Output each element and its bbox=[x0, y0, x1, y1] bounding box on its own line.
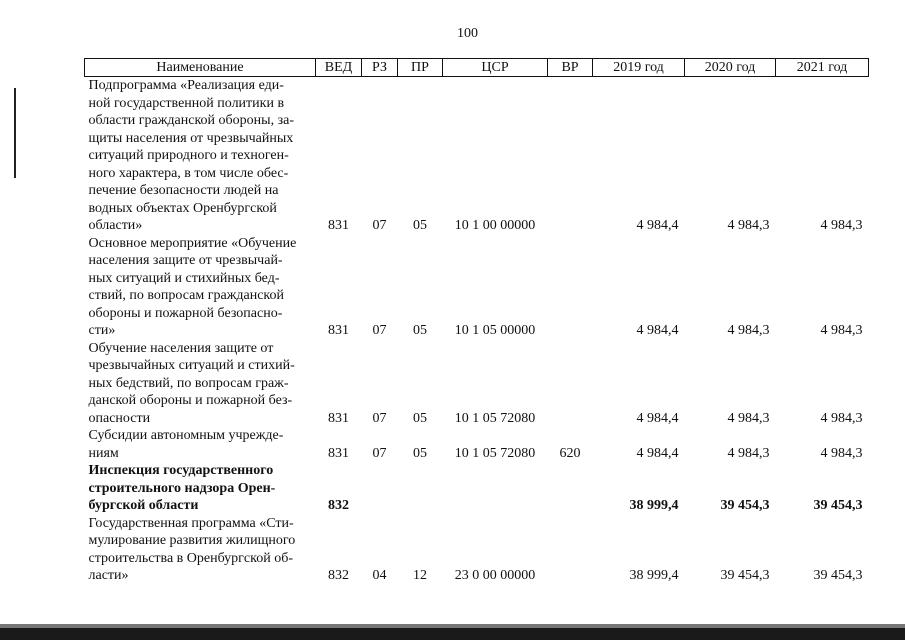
header-2021: 2021 год bbox=[776, 59, 869, 77]
row-2021: 4 984,3 bbox=[820, 445, 863, 461]
row-2020: 4 984,3 bbox=[727, 445, 770, 461]
row-name: Государственная программа «Сти- мулирование развития жилищного строительства в Оренбургской об- ласти» bbox=[88, 515, 296, 583]
row-name: Основное мероприятие «Обучение населения защите от чрезвычай- ных ситуаций и стихийных бед- ствий, по вопросам гражданской обороны и пожарной безопасно- сти» bbox=[88, 235, 297, 338]
header-vr: ВР bbox=[548, 59, 593, 77]
table-row bbox=[85, 515, 869, 585]
row-2020: 4 984,3 bbox=[727, 323, 770, 338]
header-name: Наименование bbox=[85, 59, 316, 77]
table-row bbox=[85, 462, 869, 515]
header-pr: ПР bbox=[398, 59, 443, 77]
row-2021: 4 984,3 bbox=[820, 218, 863, 233]
row-pr bbox=[398, 462, 443, 515]
row-vr bbox=[548, 515, 593, 585]
row-pr: 05 bbox=[413, 323, 427, 338]
table-row bbox=[85, 340, 869, 428]
row-name: Подпрограмма «Реализация еди- ной государственной политики в области гражданской обороны, за- щиты населения от чрезвычайных ситуаций природного и техноген- ного характера, в том числе обес- печение безопасности людей на водных объектах Оренбургской области» bbox=[88, 78, 294, 233]
table-row bbox=[85, 427, 869, 462]
row-ved: 832 bbox=[328, 498, 349, 513]
row-pr: 05 bbox=[413, 218, 427, 233]
row-vr: 620 bbox=[559, 445, 581, 461]
row-2020: 4 984,3 bbox=[727, 218, 770, 233]
row-csr: 10 1 05 72080 bbox=[454, 410, 536, 426]
scan-bottom-edge bbox=[0, 628, 905, 640]
row-2020: 39 454,3 bbox=[720, 498, 770, 513]
row-pr: 05 bbox=[413, 410, 427, 426]
row-ved: 831 bbox=[328, 323, 349, 338]
row-2019: 4 984,4 bbox=[636, 410, 679, 426]
row-2021: 39 454,3 bbox=[813, 568, 863, 583]
table-row bbox=[85, 77, 869, 235]
row-ved: 831 bbox=[328, 410, 349, 426]
header-csr: ЦСР bbox=[443, 59, 548, 77]
row-vr bbox=[548, 340, 593, 428]
row-name: Субсидии автономным учрежде- ниям bbox=[88, 428, 284, 461]
row-rz: 07 bbox=[372, 410, 387, 426]
budget-table bbox=[84, 58, 869, 585]
row-pr: 12 bbox=[413, 568, 427, 583]
table-row bbox=[85, 235, 869, 340]
row-2021: 4 984,3 bbox=[820, 410, 863, 426]
row-2021: 4 984,3 bbox=[820, 323, 863, 338]
table-body bbox=[85, 77, 869, 585]
row-pr: 05 bbox=[413, 445, 427, 461]
row-rz: 07 bbox=[372, 218, 387, 233]
row-2019: 38 999,4 bbox=[629, 498, 679, 513]
row-ved: 831 bbox=[328, 218, 349, 233]
header-ved: ВЕД bbox=[316, 59, 362, 77]
header-2019: 2019 год bbox=[593, 59, 685, 77]
row-rz bbox=[362, 462, 398, 515]
page-number: 100 bbox=[457, 26, 478, 41]
row-rz: 04 bbox=[372, 568, 387, 583]
row-2021: 39 454,3 bbox=[813, 498, 863, 513]
row-csr bbox=[443, 462, 548, 515]
row-csr: 23 0 00 00000 bbox=[454, 568, 536, 583]
row-csr: 10 1 05 72080 bbox=[454, 445, 536, 461]
row-ved: 831 bbox=[328, 445, 349, 461]
row-vr bbox=[548, 462, 593, 515]
row-vr bbox=[548, 235, 593, 340]
row-2019: 4 984,4 bbox=[636, 323, 679, 338]
row-rz: 07 bbox=[372, 323, 387, 338]
row-2019: 4 984,4 bbox=[636, 445, 679, 461]
row-vr bbox=[548, 77, 593, 235]
row-rz: 07 bbox=[372, 445, 387, 461]
row-2019: 4 984,4 bbox=[636, 218, 679, 233]
row-2019: 38 999,4 bbox=[629, 568, 679, 583]
row-csr: 10 1 00 00000 bbox=[454, 218, 536, 233]
header-2020: 2020 год bbox=[685, 59, 776, 77]
row-2020: 39 454,3 bbox=[720, 568, 770, 583]
row-csr: 10 1 05 00000 bbox=[454, 323, 536, 338]
row-name: Инспекция государственного строительного надзора Орен- бургской области bbox=[88, 463, 276, 513]
row-ved: 832 bbox=[328, 568, 349, 583]
row-name: Обучение населения защите от чрезвычайных ситуаций и стихий- ных бедствий, по вопросам граж- данской обороны и пожарной без- опасности bbox=[88, 340, 295, 426]
header-rz: РЗ bbox=[362, 59, 398, 77]
scan-edge-mark bbox=[14, 88, 16, 178]
row-2020: 4 984,3 bbox=[727, 410, 770, 426]
table-header bbox=[85, 59, 869, 77]
